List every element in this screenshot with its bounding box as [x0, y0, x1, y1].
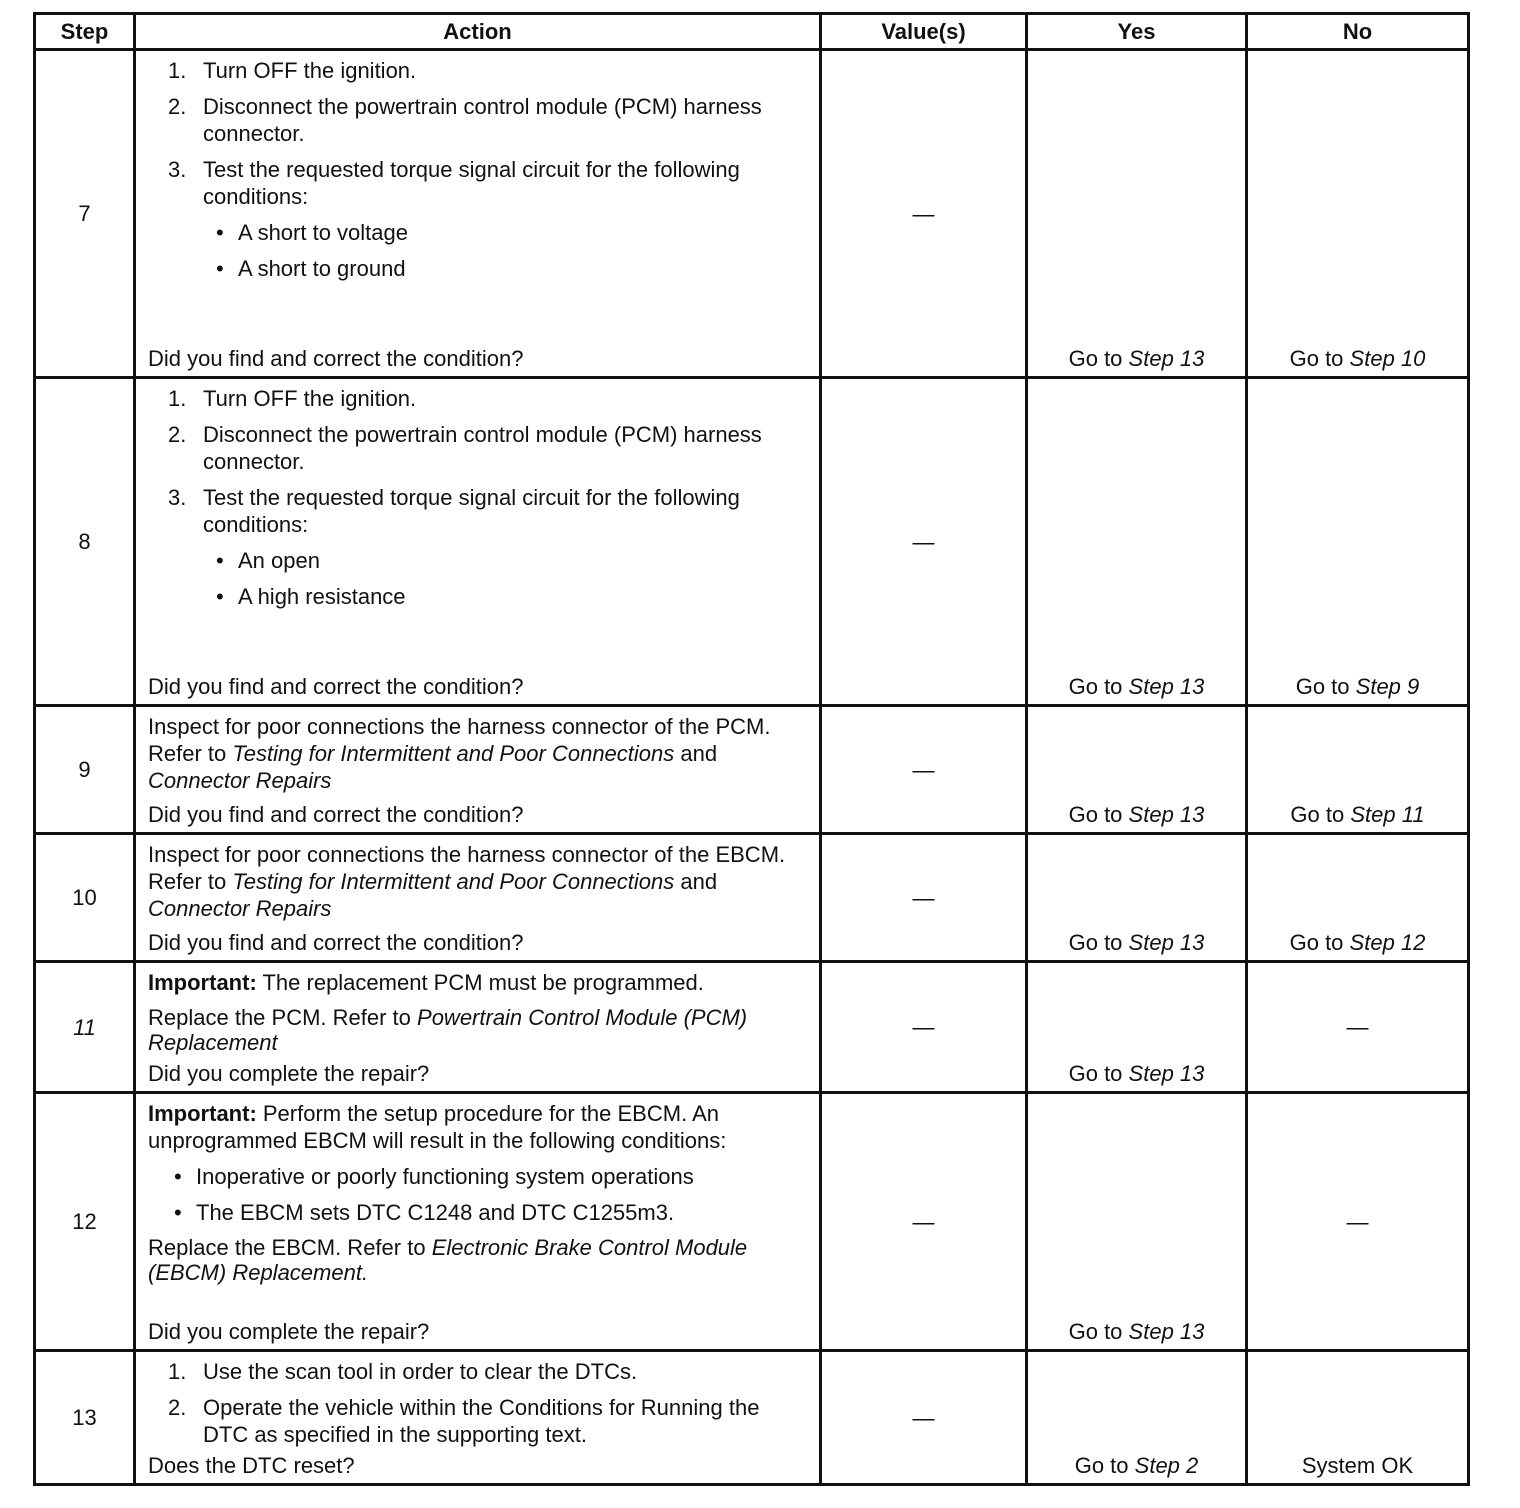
question-text: Did you complete the repair? [148, 1061, 430, 1086]
table-row-step-8 [35, 378, 1469, 706]
no-cell [1247, 706, 1469, 834]
no-result: System OK [1301, 1453, 1414, 1478]
no-goto: Go to Step 10 [1289, 346, 1426, 371]
yes-cell [1027, 962, 1247, 1093]
table-row-step-12 [35, 1093, 1469, 1351]
list-item: 3. Test the requested torque signal circuit for the following conditions: [168, 485, 740, 537]
no-cell [1247, 50, 1469, 378]
value-dash: — [912, 1209, 935, 1234]
step-number: 8 [35, 378, 135, 706]
value-cell [821, 1093, 1027, 1351]
step-number: 9 [35, 706, 135, 834]
yes-cell [1027, 378, 1247, 706]
action-cell [135, 706, 821, 834]
step-number: 12 [35, 1093, 135, 1351]
yes-cell [1027, 834, 1247, 962]
header-values: Value(s) [821, 14, 1027, 50]
list-item: 1. Turn OFF the ignition. [168, 58, 417, 83]
header-step: Step [35, 14, 135, 50]
action-cell [135, 50, 821, 378]
value-dash: — [912, 1405, 935, 1430]
action-cell [135, 378, 821, 706]
no-goto: Go to Step 9 [1295, 674, 1420, 699]
yes-goto: Go to Step 13 [1068, 346, 1205, 371]
yes-cell [1027, 1093, 1247, 1351]
action-cell [135, 962, 821, 1093]
header-row [35, 14, 1469, 50]
action-list [148, 385, 809, 538]
no-goto: Go to Step 12 [1289, 930, 1426, 955]
no-dash: — [1346, 1209, 1369, 1234]
action-list [148, 57, 809, 210]
yes-goto: Go to Step 13 [1068, 1061, 1205, 1086]
list-item: • Inoperative or poorly functioning system operations [174, 1164, 694, 1189]
action-list [148, 1358, 809, 1448]
yes-cell [1027, 1351, 1247, 1485]
question-text: Did you find and correct the condition? [148, 674, 524, 699]
condition-list [148, 219, 809, 282]
step-number: 13 [35, 1351, 135, 1485]
condition-list [148, 1163, 809, 1226]
question-text: Did you find and correct the condition? [148, 346, 524, 371]
no-dash: — [1346, 1014, 1369, 1040]
question-text: Did you find and correct the condition? [148, 802, 524, 827]
list-item: 2. Disconnect the powertrain control module (PCM) harness connector. [168, 422, 762, 474]
action-text: Replace the EBCM. Refer to Electronic Brake Control Module (EBCM) Replacement. [148, 1235, 748, 1285]
table-row-step-13 [35, 1351, 1469, 1485]
list-item: 2. Operate the vehicle within the Conditions for Running the DTC as specified in the supporting text. [168, 1395, 760, 1447]
no-cell [1247, 1351, 1469, 1485]
value-cell [821, 1351, 1027, 1485]
action-cell [135, 1351, 821, 1485]
no-goto: Go to Step 11 [1290, 802, 1425, 827]
important-note: Important: The replacement PCM must be programmed. [148, 970, 704, 995]
value-cell [821, 962, 1027, 1093]
value-cell [821, 706, 1027, 834]
yes-cell [1027, 50, 1247, 378]
table-row-step-9 [35, 706, 1469, 834]
header-action: Action [135, 14, 821, 50]
value-dash: — [912, 757, 935, 782]
condition-list [148, 547, 809, 610]
value-cell [821, 378, 1027, 706]
question-text: Did you find and correct the condition? [148, 930, 524, 955]
header-no: No [1247, 14, 1469, 50]
list-item: 1. Turn OFF the ignition. [168, 386, 417, 411]
value-cell [821, 834, 1027, 962]
step-number: 11 [35, 962, 135, 1093]
no-cell [1247, 834, 1469, 962]
list-item: • A short to ground [216, 256, 406, 281]
no-cell [1247, 962, 1469, 1093]
value-dash: — [912, 201, 935, 226]
important-note: Important: Perform the setup procedure for the EBCM. An unprogrammed EBCM will result in the following conditions: [148, 1101, 727, 1153]
yes-cell [1027, 706, 1247, 834]
question-text: Did you complete the repair? [148, 1319, 430, 1344]
no-cell [1247, 1093, 1469, 1351]
list-item: 1. Use the scan tool in order to clear the DTCs. [168, 1359, 638, 1384]
list-item: • A high resistance [216, 584, 406, 609]
value-cell [821, 50, 1027, 378]
action-text: Replace the PCM. Refer to Powertrain Control Module (PCM) Replacement [148, 1005, 748, 1055]
yes-goto: Go to Step 13 [1068, 930, 1205, 955]
list-item: • The EBCM sets DTC C1248 and DTC C1255m3. [174, 1200, 675, 1225]
yes-goto: Go to Step 2 [1074, 1453, 1199, 1478]
table-row-step-7 [35, 50, 1469, 378]
diagnostic-table [33, 12, 1470, 1486]
value-dash: — [912, 885, 935, 910]
value-dash: — [912, 529, 935, 554]
no-cell [1247, 378, 1469, 706]
step-number: 7 [35, 50, 135, 378]
yes-goto: Go to Step 13 [1068, 674, 1205, 699]
table-row-step-11 [35, 962, 1469, 1093]
action-text: Inspect for poor connections the harness connector of the EBCM. Refer to Testing for Intermittent and Poor Connections and Connector Repairs [148, 842, 786, 921]
action-text: Inspect for poor connections the harness connector of the PCM. Refer to Testing for Intermittent and Poor Connections and Connector Repairs [148, 714, 771, 793]
question-text: Does the DTC reset? [148, 1453, 355, 1478]
action-cell [135, 834, 821, 962]
yes-goto: Go to Step 13 [1068, 1319, 1205, 1344]
header-yes: Yes [1027, 14, 1247, 50]
yes-goto: Go to Step 13 [1068, 802, 1205, 827]
list-item: 3. Test the requested torque signal circuit for the following conditions: [168, 157, 740, 209]
list-item: 2. Disconnect the powertrain control module (PCM) harness connector. [168, 94, 762, 146]
action-cell [135, 1093, 821, 1351]
list-item: • A short to voltage [216, 220, 408, 245]
table-row-step-10 [35, 834, 1469, 962]
list-item: • An open [216, 548, 320, 573]
value-dash: — [912, 1014, 935, 1040]
step-number: 10 [35, 834, 135, 962]
